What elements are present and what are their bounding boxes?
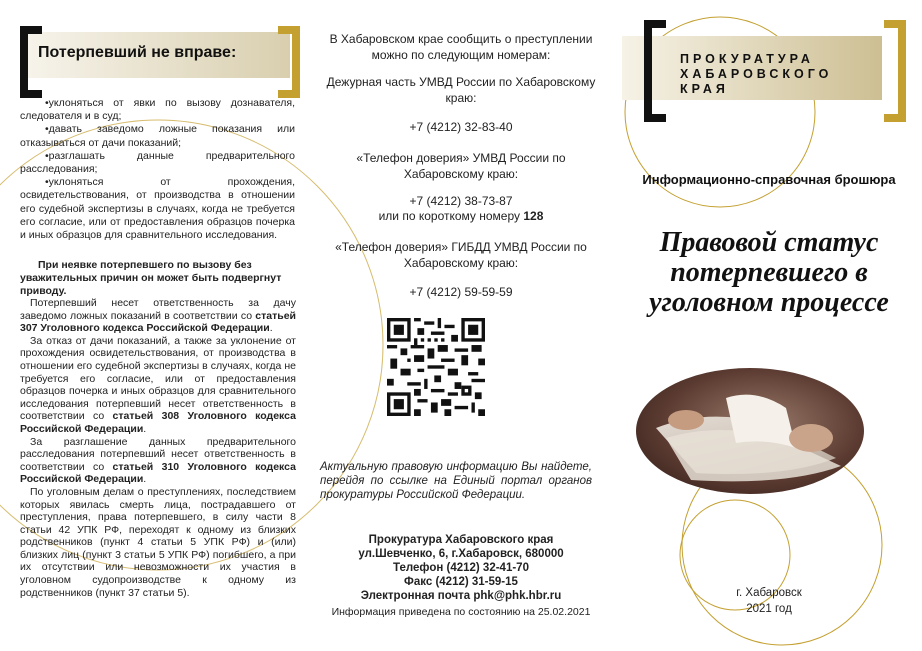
responsibility-paragraph <box>20 297 296 335</box>
paragraph-end: . <box>143 473 147 486</box>
trust-label: «Телефон доверия» УМВД России по Хабаровскому краю: <box>356 151 566 181</box>
org-line: КРАЯ <box>680 82 729 96</box>
portal-text: Актуальную правовую информацию Вы найдете, перейдя по ссылке на Единый портал органов прокуратуры Российской Федерации. <box>320 461 592 501</box>
year: 2021 год <box>746 603 792 615</box>
short-number-prefix: или по короткому номеру <box>378 209 524 223</box>
left-bracket-black <box>644 20 666 122</box>
org-title <box>680 52 832 97</box>
brochure-type: Информационно-справочная брошюра <box>642 172 896 187</box>
documents-photo <box>636 368 864 494</box>
phone: Телефон (4212) 32-41-70 <box>393 562 529 574</box>
gibdd-label: «Телефон доверия» ГИБДД УМВД России по Хабаровскому краю: <box>335 240 587 270</box>
duty-phone: +7 (4212) 32-83-40 <box>409 120 513 134</box>
info-date: Информация приведена по состоянию на 25.02.2021 <box>331 606 591 618</box>
responsibility-paragraph <box>20 335 296 436</box>
city-year <box>616 585 922 617</box>
duty-label: Дежурная часть УМВД России по Хабаровскому краю: <box>326 75 596 105</box>
report-intro: В Хабаровском крае сообщить о преступлении можно по следующим номерам: <box>329 32 593 62</box>
paragraph-end: . <box>269 322 273 335</box>
city: г. Хабаровск <box>736 587 802 599</box>
org-line: ПРОКУРАТУРА <box>680 52 814 66</box>
prohibitions-list <box>20 97 295 242</box>
paragraph-end: . <box>143 422 147 435</box>
paragraph-text: По уголовным делам о преступлениях, последствием которых явилась смерть лица, пострадавшего от преступления, права потерпевшего, в силу части 8 статьи 42 УПК РФ, переходят к одному из близких родственников (пункт 4 статьи 5 УПК РФ) и (или) близких лиц (пункт 3 статьи 5 УПК РФ) погибшего, а при их отсутствии или невозможности их участия в уголовном судопроизводстве к одному из родственников (пункт 37 статьи 5). <box>20 485 296 599</box>
article-reference: статьей 310 Уголовного кодекса Российской Федерации <box>20 460 296 486</box>
list-item: •уклоняться от явки по вызову дознавателя, следователя и в суд; <box>20 97 295 123</box>
trust-phone: +7 (4212) 38-73-87 <box>409 194 513 208</box>
left-bracket-black <box>20 26 42 98</box>
paragraph-text: За отказ от дачи показаний, а также за уклонение от прохождения освидетельствования, от производства в отношении его судебной экспертизы в случаях, когда не требуется его согласие, или от предоставления образцов почерка и иных образцов для сравнительного исследования потерпевший несет ответственность в соответствии со <box>20 334 296 423</box>
title-line: уголовном процессе <box>649 287 889 318</box>
short-number: 128 <box>523 209 544 223</box>
left-heading: Потерпевший не вправе: <box>38 44 237 61</box>
list-item: •разглашать данные предварительного расследования; <box>20 149 295 176</box>
paragraph-text: Потерпевший несет ответственность за дачу заведомо ложных показаний в соответствии со <box>20 297 296 322</box>
short-number-line <box>306 209 616 225</box>
title-line: Правовой статус <box>659 227 879 258</box>
right-bracket-gold <box>884 20 906 122</box>
paragraph-text: За разглашение данных предварительного расследования потерпевший несет ответственность в соответствии со <box>20 435 296 473</box>
responsibility-paragraph <box>20 436 296 486</box>
address: ул.Шевченко, 6, г.Хабаровск, 680000 <box>358 548 564 560</box>
org-name: Прокуратура Хабаровского края <box>368 534 554 546</box>
article-reference: статьей 307 Уголовного кодекса Российской Федерации <box>20 309 296 335</box>
fax: Факс (4212) 31-59-15 <box>404 576 518 588</box>
gibdd-phone: +7 (4212) 59-59-59 <box>409 285 513 299</box>
main-title <box>616 228 922 318</box>
warning-text <box>20 259 295 299</box>
org-line: ХАБАРОВСКОГО <box>680 67 833 81</box>
qr-code-icon[interactable] <box>387 318 485 416</box>
warning-label: При неявке потерпевшего по вызову без уважительных причин он может быть подвергнут приводу. <box>20 259 282 298</box>
title-line: потерпевшего в <box>670 257 868 288</box>
right-bracket-gold <box>278 26 300 98</box>
email-link[interactable]: Электронная почта phk@phk.hbr.ru <box>360 590 562 602</box>
responsibility-section <box>20 297 296 599</box>
article-reference: статьей 308 Уголовного кодекса Российской Федерации <box>20 410 296 435</box>
responsibility-paragraph <box>20 486 296 599</box>
list-item: •уклоняться от прохождения, освидетельствования, от производства в отношении его судебной экспертизы в случаях, когда не требуется его согласие, или от предоставления образцов почерка и иных образцов для сравнительного исследования. <box>20 176 295 242</box>
contacts-block <box>306 533 616 603</box>
list-item: •давать заведомо ложные показания или отказываться от дачи показаний; <box>20 123 295 149</box>
